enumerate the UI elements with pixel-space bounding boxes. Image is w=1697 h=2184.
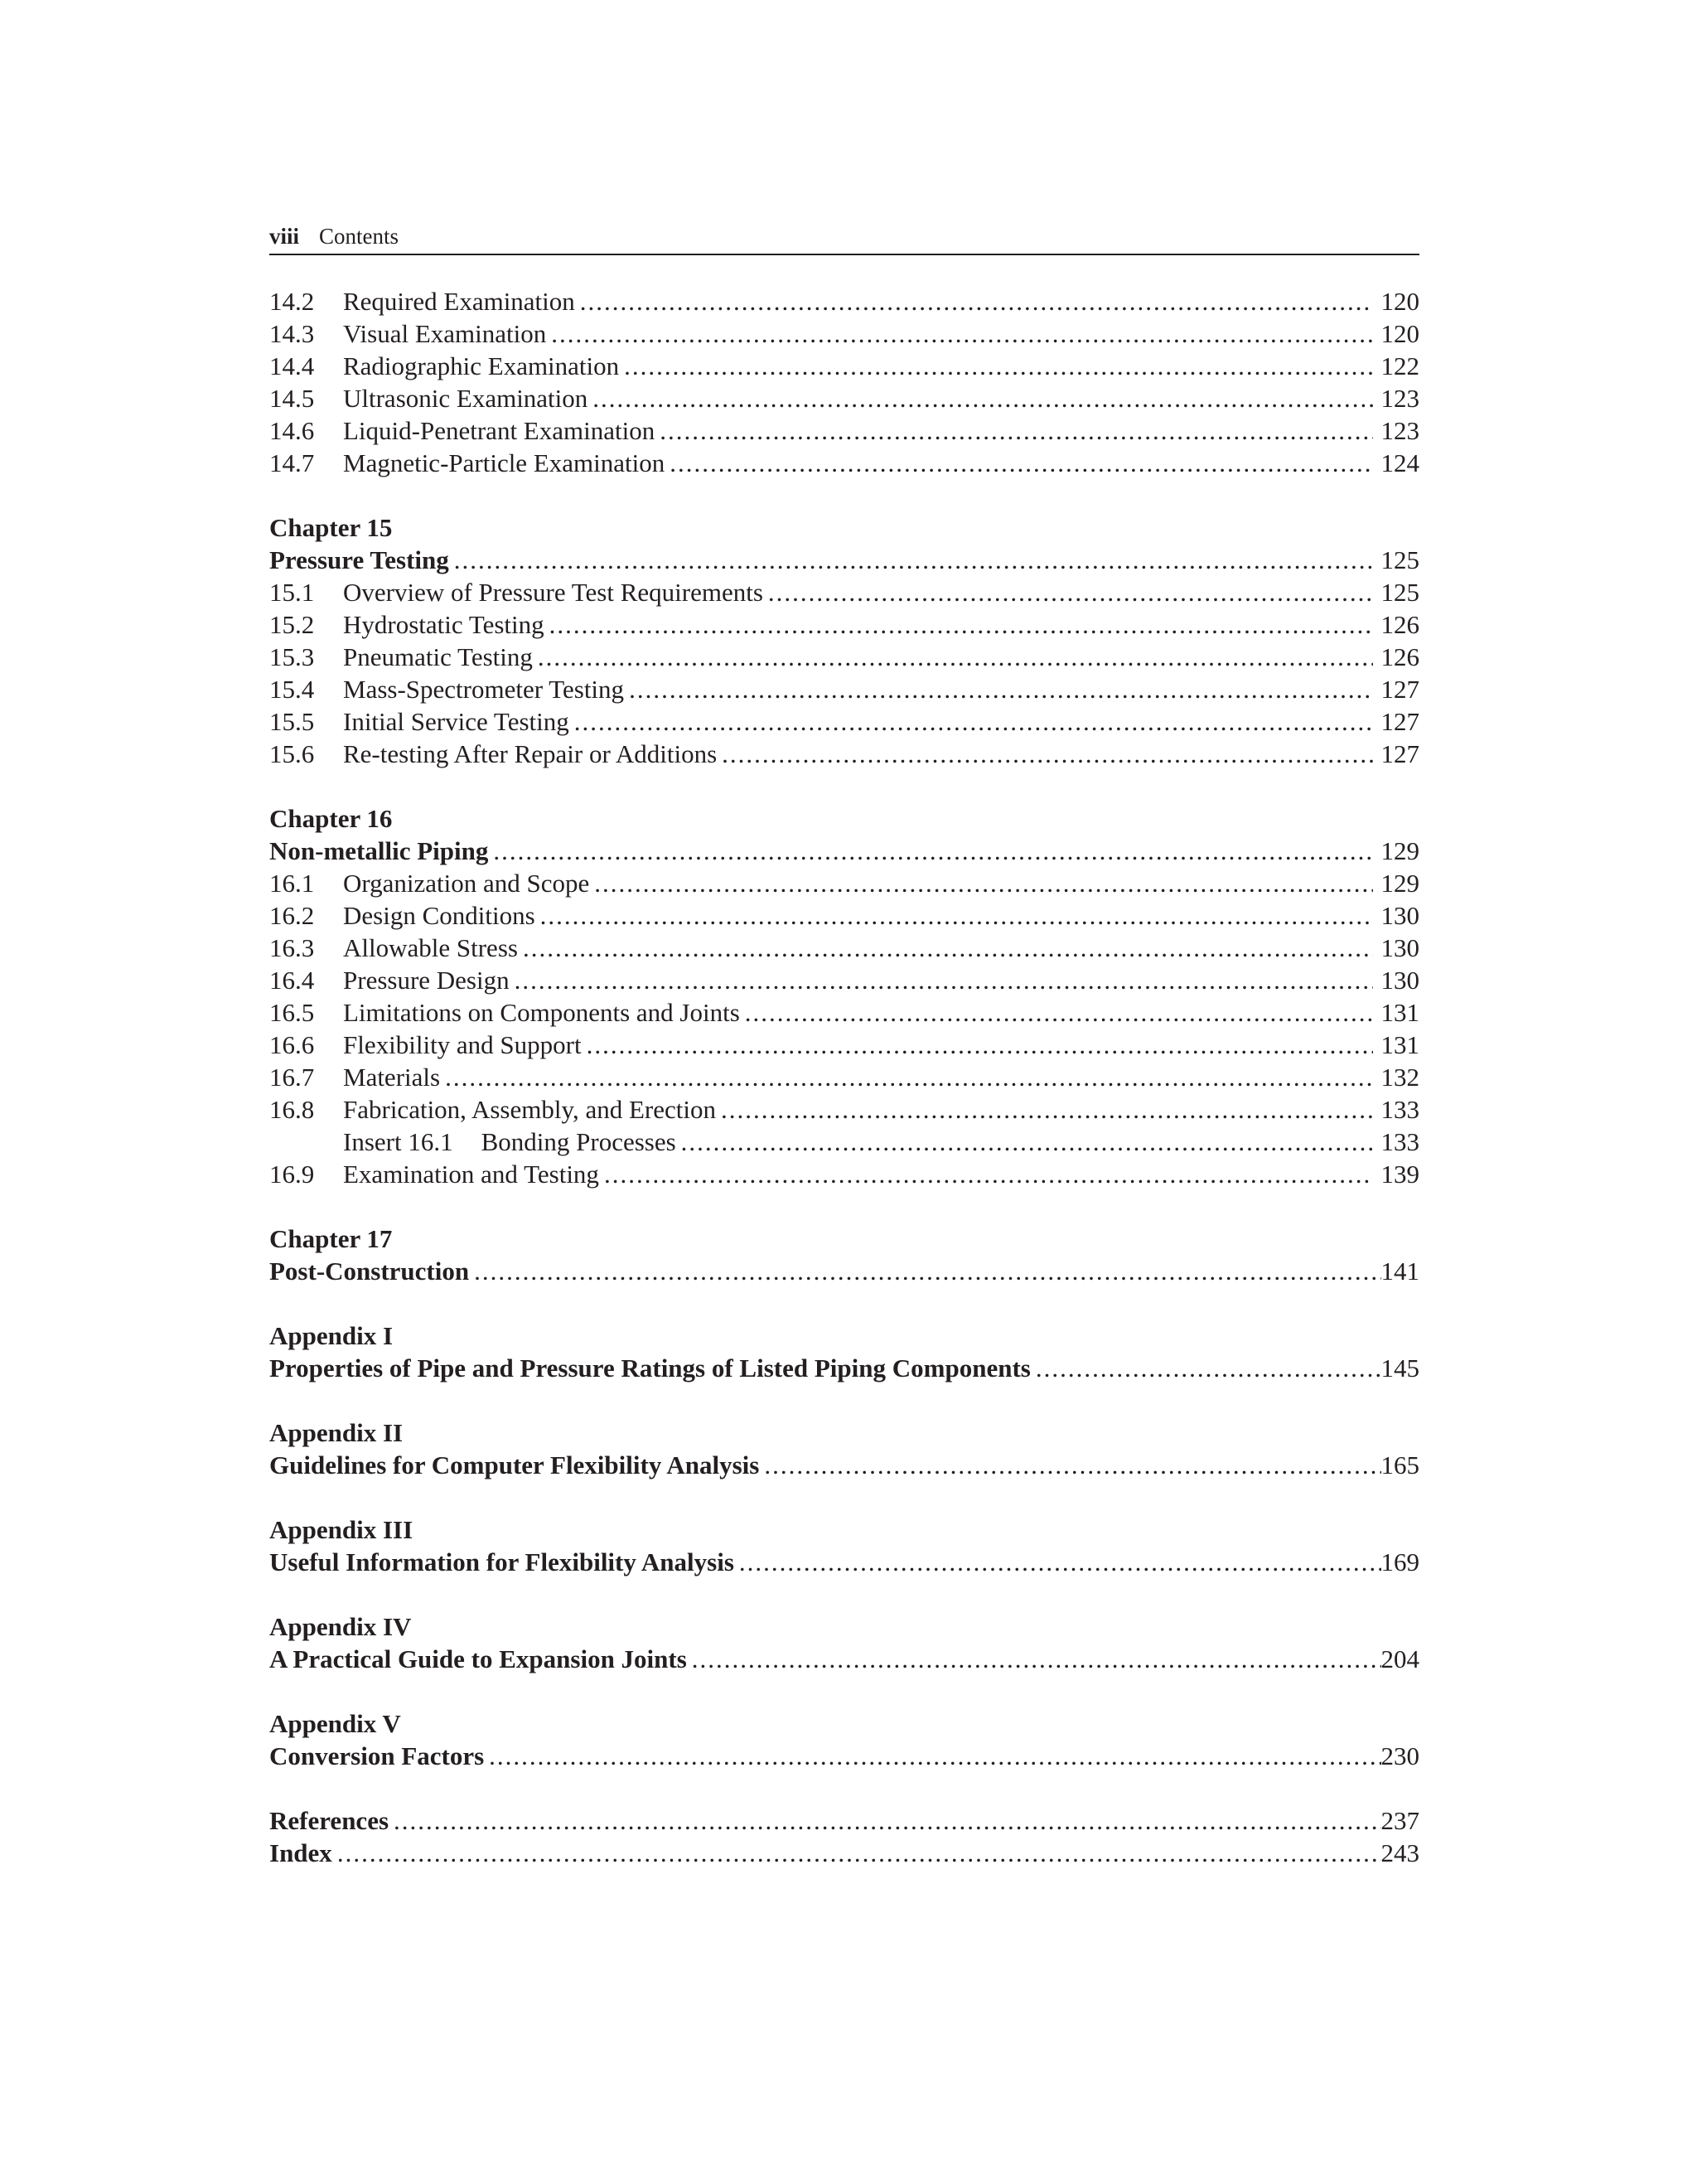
- dot-leader: [660, 414, 1373, 447]
- toc-entry-title: Ultrasonic Examination: [343, 384, 588, 413]
- contents-page: [269, 224, 1419, 1869]
- toc-entry[interactable]: [269, 382, 1419, 414]
- dot-leader: [523, 932, 1373, 964]
- toc-entry-title: Initial Service Testing: [343, 707, 569, 736]
- toc-entry-title: Limitations on Components and Joints: [343, 998, 740, 1027]
- section-heading: Appendix I: [269, 1321, 394, 1350]
- toc-entry-page-number: 125: [1380, 545, 1419, 574]
- toc-entry[interactable]: [269, 867, 1419, 899]
- toc-entry-title: Examination and Testing: [343, 1160, 599, 1189]
- toc-entry-number: 16.2: [269, 901, 315, 930]
- toc-entry[interactable]: [269, 1158, 1419, 1190]
- dot-leader: [540, 899, 1373, 932]
- toc-entry-page-number: 204: [1380, 1644, 1419, 1673]
- toc-entry-page-number: 237: [1380, 1806, 1419, 1835]
- toc-entry-page-number: 133: [1380, 1095, 1419, 1124]
- toc-entry-page-number: 243: [1380, 1838, 1419, 1867]
- toc-entry-title: Overview of Pressure Test Requirements: [343, 578, 763, 607]
- toc-entry-page-number: 165: [1380, 1450, 1419, 1479]
- toc-entry-title: Liquid-Penetrant Examination: [343, 416, 655, 445]
- dot-leader: [515, 964, 1373, 996]
- toc-entry-title: Design Conditions: [343, 901, 535, 930]
- toc-entry[interactable]: [269, 447, 1419, 479]
- toc-entry[interactable]: [269, 673, 1419, 705]
- toc-entry-page-number: 131: [1380, 998, 1419, 1027]
- toc-entry-number: 15.4: [269, 675, 315, 704]
- toc-entry[interactable]: [269, 932, 1419, 964]
- toc-entry[interactable]: [269, 1029, 1419, 1061]
- toc-entry-title: Hydrostatic Testing: [343, 610, 544, 639]
- toc-entry[interactable]: [269, 996, 1419, 1029]
- toc-entry-page-number: 127: [1380, 739, 1419, 768]
- section-spacer: [269, 1578, 1419, 1610]
- toc-entry[interactable]: [269, 317, 1419, 350]
- toc-entry[interactable]: [269, 899, 1419, 932]
- toc-main-entry[interactable]: [269, 835, 1419, 867]
- dot-leader: [722, 738, 1373, 770]
- toc-entry-number: 15.1: [269, 578, 315, 607]
- toc-entry-number: 15.2: [269, 610, 315, 639]
- toc-entry-page-number: 169: [1380, 1547, 1419, 1576]
- toc-entry-page-number: 131: [1380, 1030, 1419, 1059]
- toc-entry-page-number: 123: [1380, 416, 1419, 445]
- toc-entry-title: Pneumatic Testing: [343, 642, 533, 671]
- toc-entry-page-number: 126: [1380, 610, 1419, 639]
- toc-entry-page-number: 123: [1380, 384, 1419, 413]
- dot-leader: [337, 1837, 1381, 1869]
- toc-entry-number: 16.8: [269, 1095, 315, 1124]
- section-spacer: [269, 1384, 1419, 1416]
- toc-entry-number: 14.5: [269, 384, 315, 413]
- dot-leader: [551, 317, 1373, 350]
- toc-entry-title: Re-testing After Repair or Additions: [343, 739, 718, 768]
- dot-leader: [445, 1061, 1373, 1093]
- toc-entry-number: 16.9: [269, 1160, 315, 1189]
- toc-entry-title: Useful Information for Flexibility Analysis: [269, 1547, 734, 1576]
- toc-entry-title: Materials: [343, 1063, 441, 1092]
- toc-entry[interactable]: [269, 285, 1419, 317]
- section-heading: Appendix II: [269, 1418, 404, 1447]
- toc-entry-title: References: [269, 1806, 389, 1835]
- section-heading: Appendix IV: [269, 1612, 412, 1641]
- section-spacer: [269, 1190, 1419, 1223]
- toc-entry-page-number: 125: [1380, 578, 1419, 607]
- dot-leader: [764, 1449, 1380, 1481]
- toc-entry-page-number: 126: [1380, 642, 1419, 671]
- toc-entry-page-number: 124: [1380, 448, 1419, 477]
- toc-back-matter-entry[interactable]: [269, 1837, 1419, 1869]
- toc-entry-title: Fabrication, Assembly, and Erection: [343, 1095, 716, 1124]
- toc-entry-page-number: 120: [1380, 319, 1419, 348]
- dot-leader: [549, 608, 1373, 641]
- toc-back-matter-entry[interactable]: [269, 1804, 1419, 1837]
- dot-leader: [721, 1093, 1373, 1126]
- toc-entry-title: Bonding Processes: [481, 1127, 676, 1156]
- toc-main-entry[interactable]: [269, 1643, 1419, 1675]
- toc-entry-page-number: 230: [1380, 1741, 1419, 1770]
- dot-leader: [594, 867, 1373, 899]
- section-spacer: [269, 1772, 1419, 1804]
- toc-entry-page-number: 132: [1380, 1063, 1419, 1092]
- toc-entry-page-number: 129: [1380, 869, 1419, 898]
- toc-entry-page-number: 130: [1380, 933, 1419, 962]
- toc-entry[interactable]: [269, 350, 1419, 382]
- toc-entry-number: 16.4: [269, 966, 315, 995]
- dot-leader: [538, 641, 1373, 673]
- dot-leader: [574, 705, 1373, 738]
- dot-leader: [394, 1804, 1380, 1837]
- section-spacer: [269, 1675, 1419, 1707]
- toc-entry-number: 16.5: [269, 998, 315, 1027]
- toc-entry-page-number: 129: [1380, 836, 1419, 865]
- running-header: [269, 224, 1419, 255]
- toc-entry-title: Properties of Pipe and Pressure Ratings of Listed Piping Components: [269, 1353, 1031, 1383]
- toc-entry-title: Mass-Spectrometer Testing: [343, 675, 625, 704]
- dot-leader: [670, 447, 1373, 479]
- toc-entry-title: A Practical Guide to Expansion Joints: [269, 1644, 687, 1673]
- toc-entry-page-number: 120: [1380, 287, 1419, 316]
- toc-entry-title: Conversion Factors: [269, 1741, 485, 1770]
- toc-entry[interactable]: [269, 641, 1419, 673]
- toc-main-entry[interactable]: [269, 1449, 1419, 1481]
- section-heading: Appendix III: [269, 1515, 413, 1544]
- toc-entry[interactable]: [269, 1061, 1419, 1093]
- toc-entry-page-number: 139: [1380, 1160, 1419, 1189]
- dot-leader: [739, 1546, 1381, 1578]
- dot-leader: [592, 382, 1373, 414]
- dot-leader: [624, 350, 1373, 382]
- toc-entry-number: 14.2: [269, 287, 315, 316]
- toc-insert-entry[interactable]: [269, 1126, 1419, 1158]
- section-spacer: [269, 770, 1419, 802]
- toc-main-entry[interactable]: [269, 1352, 1419, 1384]
- toc-entry-number: 15.6: [269, 739, 315, 768]
- toc-entry-page-number: 122: [1380, 351, 1419, 380]
- toc-entry[interactable]: [269, 576, 1419, 608]
- toc-entry-page-number: 145: [1380, 1353, 1419, 1383]
- toc-main-entry[interactable]: [269, 1255, 1419, 1287]
- dot-leader: [692, 1643, 1381, 1675]
- dot-leader: [474, 1255, 1380, 1287]
- dot-leader: [681, 1126, 1373, 1158]
- toc-main-entry[interactable]: [269, 1546, 1419, 1578]
- dot-leader: [1036, 1352, 1381, 1384]
- toc-entry-number: 15.5: [269, 707, 315, 736]
- toc-entry-title: Non-metallic Piping: [269, 836, 489, 865]
- section-spacer: [269, 1287, 1419, 1320]
- toc-entry-number: 16.7: [269, 1063, 315, 1092]
- toc-entry-number: 16.1: [269, 869, 315, 898]
- section-heading: Chapter 15: [269, 513, 393, 542]
- dot-leader: [745, 996, 1373, 1029]
- section-heading: Appendix V: [269, 1709, 401, 1738]
- section-spacer: [269, 1481, 1419, 1513]
- toc-entry-title: Magnetic-Particle Examination: [343, 448, 665, 477]
- dot-leader: [493, 835, 1373, 867]
- toc-entry[interactable]: [269, 705, 1419, 738]
- page-folio: viii: [269, 224, 300, 249]
- toc-entry-title: Radiographic Examination: [343, 351, 620, 380]
- table-of-contents: [269, 285, 1419, 1869]
- toc-entry[interactable]: [269, 1093, 1419, 1126]
- toc-entry-title: Pressure Design: [343, 966, 510, 995]
- toc-entry-title: Required Examination: [343, 287, 575, 316]
- toc-insert-label: Insert 16.1: [343, 1127, 453, 1156]
- toc-entry-page-number: 127: [1380, 675, 1419, 704]
- toc-entry-title: Index: [269, 1838, 332, 1867]
- dot-leader: [768, 576, 1373, 608]
- dot-leader: [587, 1029, 1373, 1061]
- toc-entry-number: 14.6: [269, 416, 315, 445]
- toc-entry-title: Guidelines for Computer Flexibility Analysis: [269, 1450, 760, 1479]
- section-heading: Chapter 16: [269, 804, 393, 833]
- toc-entry-number: 14.4: [269, 351, 315, 380]
- toc-entry[interactable]: [269, 964, 1419, 996]
- toc-entry-title: Flexibility and Support: [343, 1030, 582, 1059]
- section-spacer: [269, 479, 1419, 511]
- toc-entry-page-number: 127: [1380, 707, 1419, 736]
- toc-entry-title: Post-Construction: [269, 1257, 470, 1286]
- dot-leader: [489, 1740, 1380, 1772]
- toc-main-entry[interactable]: [269, 544, 1419, 576]
- dot-leader: [454, 544, 1373, 576]
- dot-leader: [629, 673, 1373, 705]
- toc-entry-number: 14.3: [269, 319, 315, 348]
- toc-entry-number: 14.7: [269, 448, 315, 477]
- toc-entry[interactable]: [269, 414, 1419, 447]
- toc-entry-title: Visual Examination: [343, 319, 547, 348]
- dot-leader: [604, 1158, 1373, 1190]
- running-header-title: Contents: [319, 224, 399, 249]
- toc-entry-page-number: 130: [1380, 966, 1419, 995]
- toc-entry-title: Pressure Testing: [269, 545, 449, 574]
- toc-entry-number: 15.3: [269, 642, 315, 671]
- toc-entry-page-number: 133: [1380, 1127, 1419, 1156]
- toc-entry-title: Allowable Stress: [343, 933, 518, 962]
- section-heading: Chapter 17: [269, 1224, 393, 1253]
- toc-entry-number: 16.6: [269, 1030, 315, 1059]
- toc-entry[interactable]: [269, 738, 1419, 770]
- toc-entry-page-number: 141: [1380, 1257, 1419, 1286]
- dot-leader: [580, 285, 1373, 317]
- toc-entry-title: Organization and Scope: [343, 869, 590, 898]
- toc-main-entry[interactable]: [269, 1740, 1419, 1772]
- toc-entry-number: 16.3: [269, 933, 315, 962]
- toc-entry-page-number: 130: [1380, 901, 1419, 930]
- toc-entry[interactable]: [269, 608, 1419, 641]
